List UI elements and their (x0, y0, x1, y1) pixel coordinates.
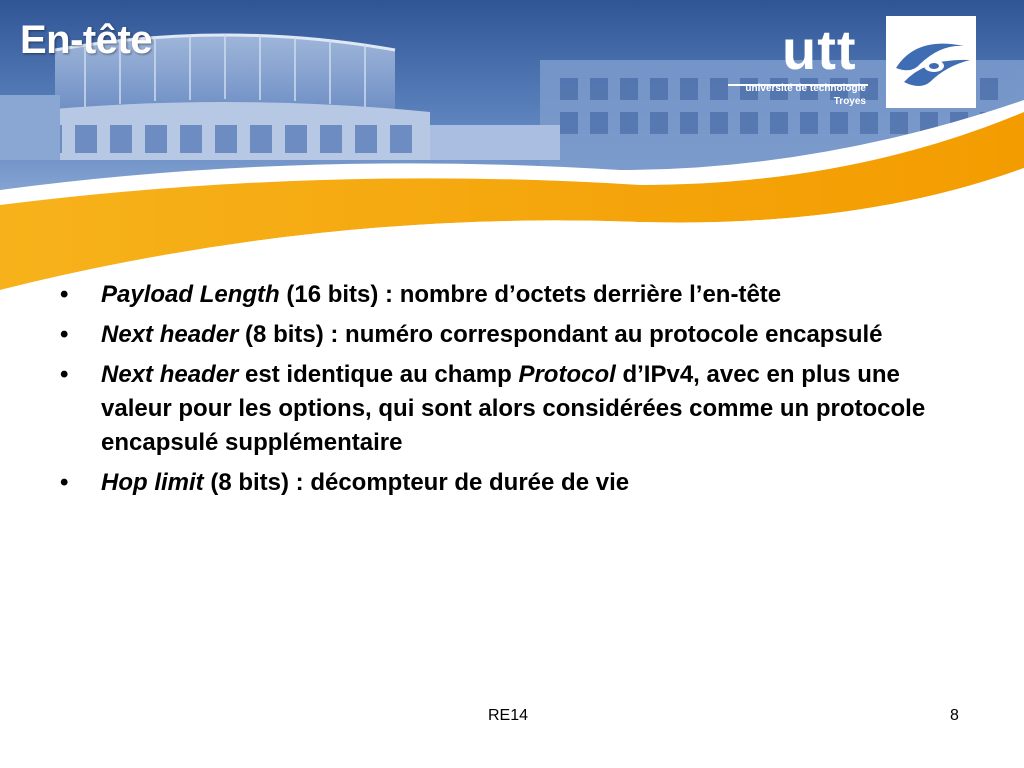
bullet-item (60, 358, 960, 460)
utt-logo (722, 14, 978, 110)
bullet-item (60, 278, 960, 312)
bullet-marker: • (60, 281, 69, 308)
logo-subtitle-line1: université de technologie (745, 83, 866, 94)
bullet-term-protocol: Protocol (518, 361, 616, 388)
bullet-item (60, 318, 960, 352)
bullet-text: est identique au champ (238, 361, 519, 388)
bullet-text: (8 bits) : numéro correspondant au protocole encapsulé (238, 321, 883, 348)
page-number: 8 (950, 707, 959, 724)
bullet-marker: • (60, 321, 69, 348)
bullet-marker: • (60, 361, 69, 388)
logo-emblem-icon (886, 16, 976, 108)
bullet-term: Hop limit (101, 469, 204, 496)
slide-title: En-tête (20, 18, 153, 62)
bullet-text: (16 bits) : nombre d’octets derrière l’en-tête (279, 281, 782, 308)
bullet-marker: • (60, 469, 69, 496)
logo-subtitle-line2: Troyes (833, 96, 866, 107)
bullet-text-continued: d’IPv4, avec en plus une valeur pour les options, qui sont alors considérées comme un protocole encapsulé supplémentaire (101, 361, 926, 456)
bullet-text: (8 bits) : décompteur de durée de vie (203, 469, 630, 496)
bullet-term: Next header (101, 361, 239, 388)
bullet-item (60, 466, 960, 500)
footer-course-code: RE14 (488, 707, 529, 724)
bullet-term: Payload Length (101, 281, 280, 308)
bullet-term: Next header (101, 321, 239, 348)
bullet-list (60, 278, 960, 506)
logo-wordmark: utt (782, 18, 857, 81)
logo-subtitle (745, 82, 866, 108)
